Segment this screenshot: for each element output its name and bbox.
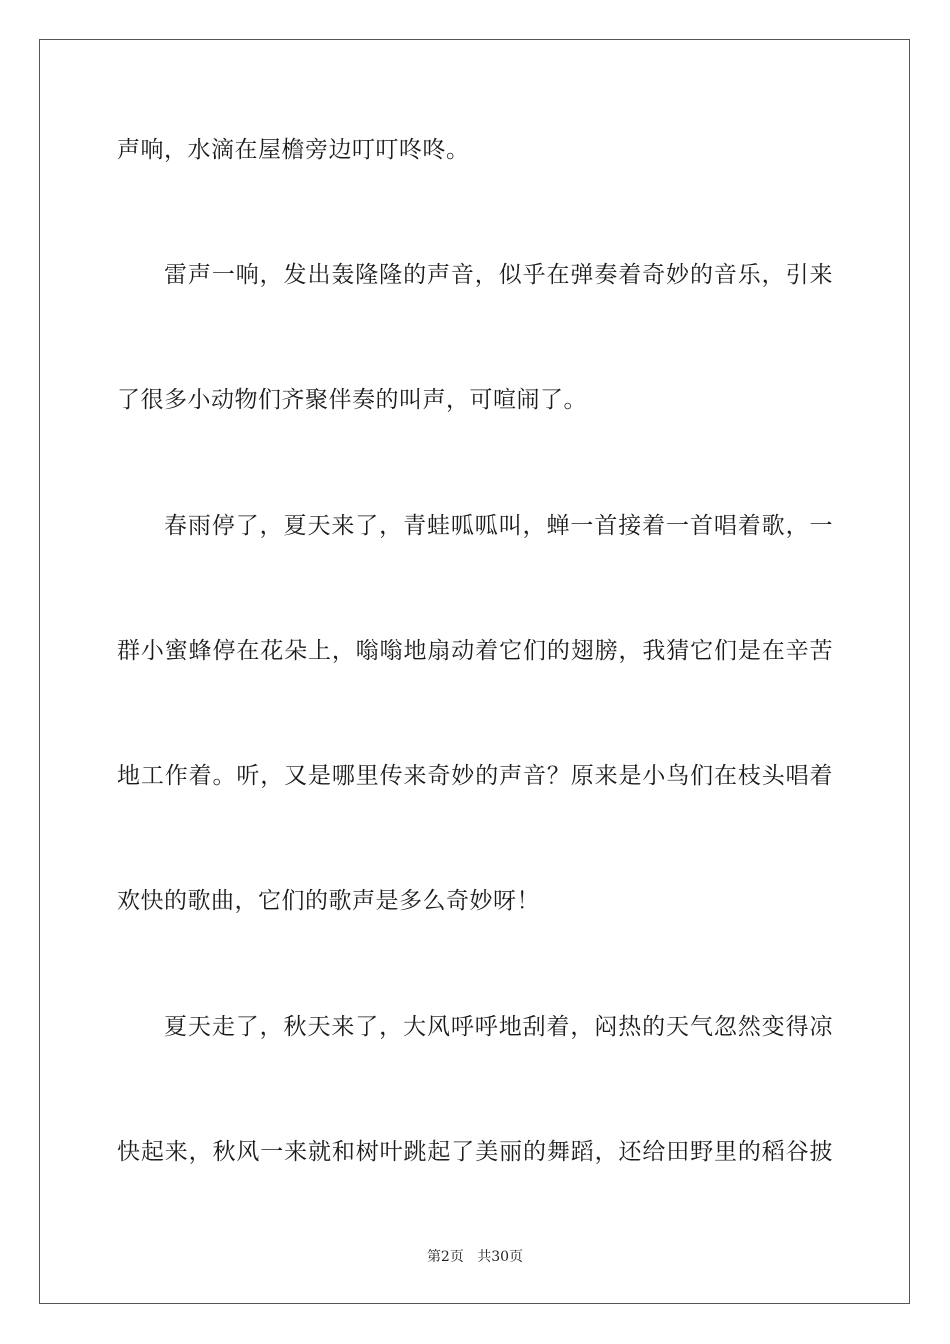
page-border	[39, 39, 910, 1304]
page-total: 共30页	[477, 1249, 524, 1265]
text-line-3: 了很多小动物们齐聚伴奏的叫声，可喧闹了。	[117, 387, 587, 413]
text-line-9: 快起来，秋风一来就和树叶跳起了美丽的舞蹈，还给田野里的稻谷披	[117, 1139, 833, 1165]
text-line-5: 群小蜜蜂停在花朵上，嗡嗡地扇动着它们的翅膀，我猜它们是在辛苦	[117, 638, 833, 664]
text-line-4: 春雨停了，夏天来了，青蛙呱呱叫，蝉一首接着一首唱着歌，一	[164, 513, 833, 539]
text-line-1: 声响，水滴在屋檐旁边叮叮咚咚。	[117, 137, 470, 163]
text-line-2: 雷声一响，发出轰隆隆的声音，似乎在弹奏着奇妙的音乐，引来	[164, 262, 833, 288]
page-number: 第2页	[426, 1249, 464, 1265]
text-line-7: 欢快的歌曲，它们的歌声是多么奇妙呀！	[117, 888, 540, 914]
text-line-6: 地工作着。听，又是哪里传来奇妙的声音？原来是小鸟们在枝头唱着	[117, 763, 833, 789]
page-footer	[0, 1247, 950, 1267]
text-line-8: 夏天走了，秋天来了，大风呼呼地刮着，闷热的天气忽然变得凉	[164, 1014, 833, 1040]
